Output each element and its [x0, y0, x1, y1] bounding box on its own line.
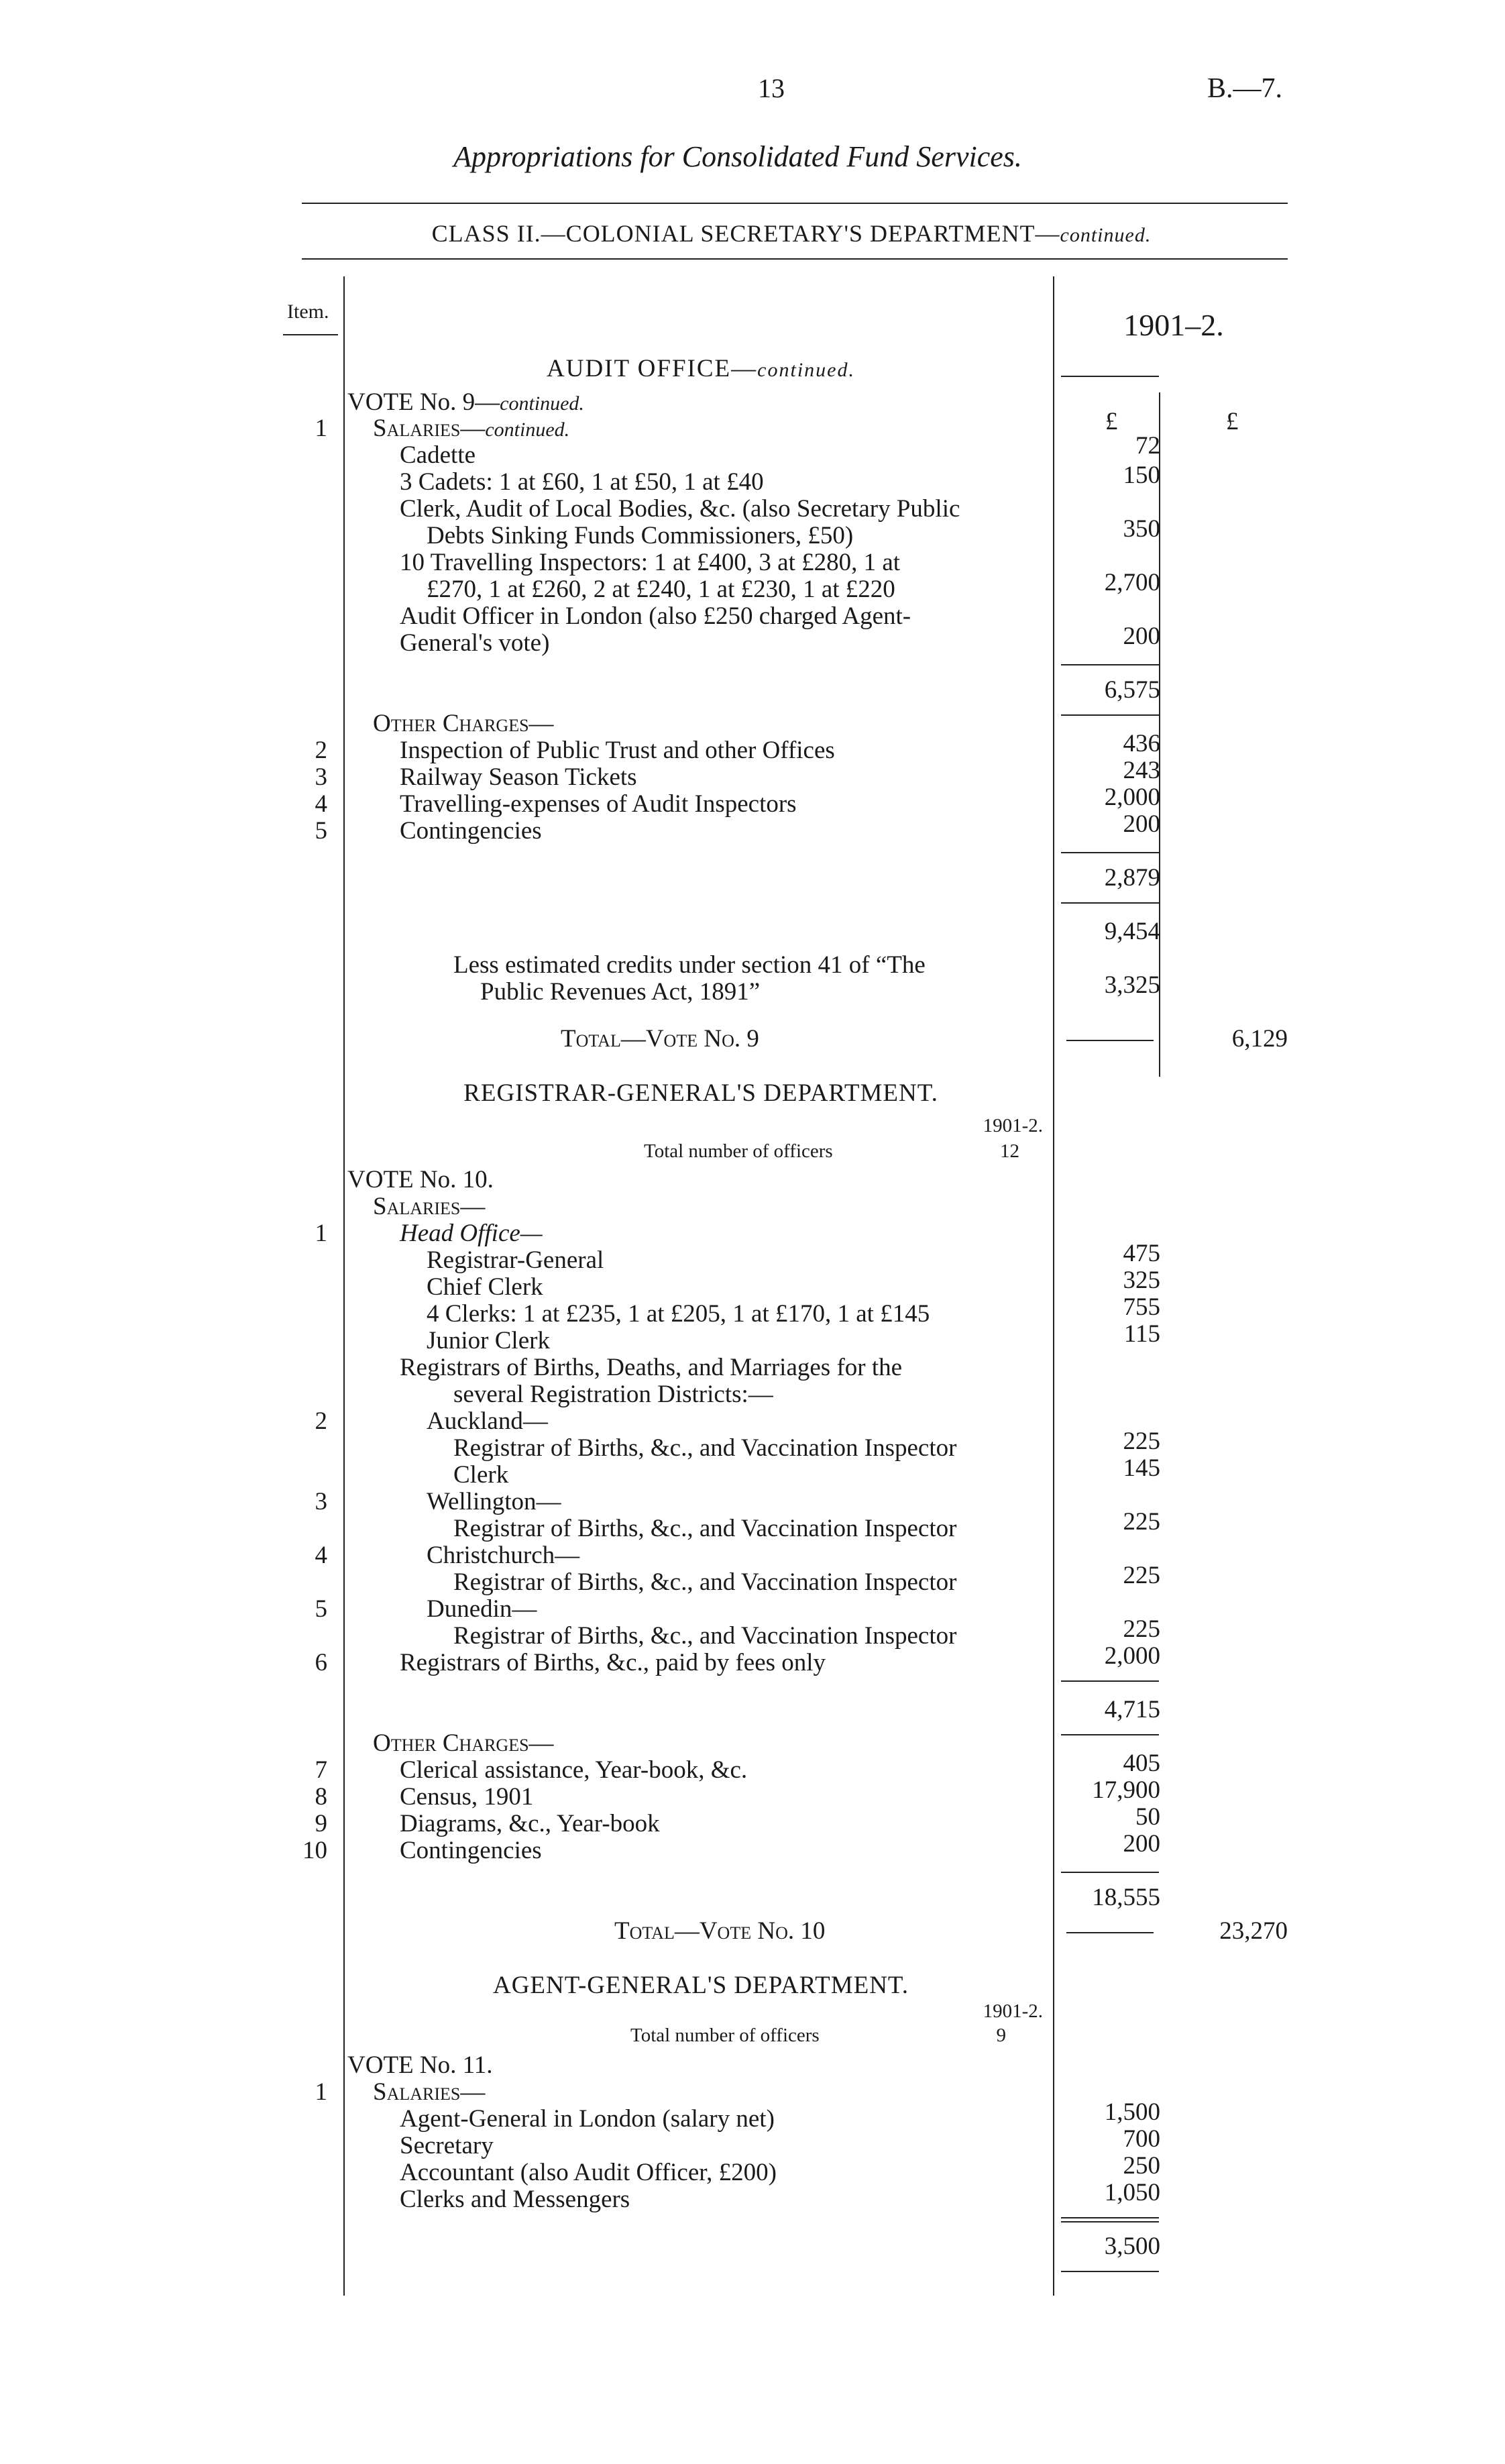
wellington-amount: 225	[1123, 1508, 1160, 1536]
item-column-header: Item.	[287, 301, 329, 323]
document-code: B.—7.	[1207, 73, 1283, 104]
audit-other-text: Contingencies	[400, 817, 542, 845]
audit-line-text: Audit Officer in London (also £250 charged Agent-	[400, 602, 911, 630]
audit-line-text: 10 Travelling Inspectors: 1 at £400, 3 at £280, 1 at	[400, 549, 901, 576]
audit-other-text: Inspection of Public Trust and other Offices	[400, 737, 835, 764]
registrar-general-heading: REGISTRAR-GENERAL'S DEPARTMENT.	[463, 1079, 938, 1107]
audit-gross-total: 9,454	[1104, 918, 1160, 945]
officers-year: 1901-2.	[983, 1115, 1043, 1136]
item-number: 9	[315, 1810, 327, 1837]
audit-line-amount: 150	[1123, 462, 1160, 489]
pound-sign-col1: £	[1105, 408, 1118, 435]
item-number: 2	[315, 1407, 327, 1435]
registrar-other-amount: 405	[1123, 1750, 1160, 1777]
audit-line-amount: 72	[1135, 432, 1160, 460]
officers-label: Total number of officers	[630, 2025, 820, 2046]
audit-line-amount: 2,700	[1104, 569, 1160, 596]
audit-line-text: Cadette	[400, 441, 476, 469]
officers-count: 12	[1000, 1140, 1019, 1162]
auckland-clerk-amount: 145	[1123, 1454, 1160, 1482]
year-column-header: 1901–2.	[1123, 308, 1224, 342]
class-heading: CLASS II.—COLONIAL SECRETARY'S DEPARTMENT—continued.	[431, 220, 1152, 247]
item-number: 10	[302, 1837, 327, 1864]
vote-9-label: VOTE No. 9—continued.	[347, 388, 584, 416]
head-office-line: Chief Clerk	[427, 1273, 543, 1301]
item-number: 4	[315, 790, 327, 818]
head-office-line: Registrar-General	[427, 1246, 604, 1274]
head-office-amount: 115	[1123, 1320, 1160, 1348]
item-number: 8	[315, 1783, 327, 1811]
audit-line-text-cont: £270, 1 at £260, 2 at £240, 1 at £230, 1 at £220	[427, 576, 895, 603]
audit-other-amount: 200	[1123, 810, 1160, 838]
dunedin-registrar: Registrar of Births, &c., and Vaccination Inspector	[453, 1622, 957, 1650]
audit-other-text: Travelling-expenses of Audit Inspectors	[400, 790, 797, 818]
agent-line-text: Secretary	[400, 2132, 494, 2159]
wellington-registrar: Registrar of Births, &c., and Vaccination Inspector	[453, 1515, 957, 1542]
item-number: 5	[315, 817, 327, 845]
agent-salaries-subtotal: 3,500	[1104, 2233, 1160, 2260]
item-number: 6	[315, 1649, 327, 1676]
audit-other-text: Railway Season Tickets	[400, 763, 637, 791]
salaries-heading: Salaries—continued.	[373, 415, 570, 442]
head-office-line: Junior Clerk	[427, 1327, 550, 1354]
christchurch-amount: 225	[1123, 1562, 1160, 1589]
registrar-other-amount: 200	[1123, 1830, 1160, 1858]
auckland-registrar: Registrar of Births, &c., and Vaccination Inspector	[453, 1434, 957, 1462]
christchurch-registrar: Registrar of Births, &c., and Vaccination Inspector	[453, 1568, 957, 1596]
agent-line-amount: 1,050	[1104, 2179, 1160, 2206]
registrars-line: Registrars of Births, Deaths, and Marriages for the	[400, 1354, 903, 1381]
item-number: 1	[315, 2078, 327, 2106]
head-office-amount: 325	[1123, 1267, 1160, 1294]
less-credits-line-cont: Public Revenues Act, 1891”	[480, 978, 761, 1006]
fees-line: Registrars of Births, &c., paid by fees only	[400, 1649, 826, 1676]
audit-line-text-cont: General's vote)	[400, 629, 550, 657]
audit-line-amount: 200	[1123, 623, 1160, 650]
auckland-registrar-amount: 225	[1123, 1428, 1160, 1455]
vote-10-total-amount: 23,270	[1219, 1917, 1288, 1945]
audit-office-heading: AUDIT OFFICE—continued.	[547, 355, 855, 382]
agent-general-heading: AGENT-GENERAL'S DEPARTMENT.	[492, 1972, 909, 1999]
item-number: 3	[315, 763, 327, 791]
officers-label: Total number of officers	[644, 1140, 833, 1162]
wellington-heading: Wellington—	[427, 1488, 561, 1515]
audit-salaries-subtotal: 6,575	[1104, 676, 1160, 704]
dunedin-heading: Dunedin—	[427, 1595, 537, 1623]
registrar-other-subtotal: 18,555	[1092, 1884, 1160, 1911]
head-office-amount: 755	[1123, 1293, 1160, 1321]
item-number: 2	[315, 737, 327, 764]
pound-sign-col2: £	[1226, 408, 1239, 435]
audit-line-text-cont: Debts Sinking Funds Commissioners, £50)	[427, 522, 854, 549]
registrar-other-text: Diagrams, &c., Year-book	[400, 1810, 660, 1837]
item-number: 5	[315, 1595, 327, 1623]
item-number: 7	[315, 1756, 327, 1784]
agent-line-text: Agent-General in London (salary net)	[400, 2105, 775, 2133]
officers-count: 9	[996, 2025, 1006, 2046]
agent-line-amount: 250	[1123, 2152, 1160, 2180]
page-title: Appropriations for Consolidated Fund Services.	[453, 140, 1022, 173]
agent-line-amount: 700	[1123, 2125, 1160, 2153]
head-office-line: 4 Clerks: 1 at £235, 1 at £205, 1 at £170, 1 at £145	[427, 1300, 930, 1328]
registrar-other-text: Contingencies	[400, 1837, 542, 1864]
item-number: 3	[315, 1488, 327, 1515]
less-credits-amount: 3,325	[1104, 971, 1160, 999]
christchurch-heading: Christchurch—	[427, 1542, 580, 1569]
vote-9-total-amount: 6,129	[1231, 1025, 1288, 1053]
head-office-heading: Head Office—	[400, 1220, 543, 1247]
salaries-heading: Salaries—	[373, 2078, 486, 2106]
audit-line-amount: 350	[1123, 515, 1160, 543]
auckland-clerk: Clerk	[453, 1461, 509, 1489]
registrars-line-cont: several Registration Districts:—	[453, 1381, 773, 1408]
vote-9-total-label: Total—Vote No. 9	[561, 1025, 759, 1053]
auckland-heading: Auckland—	[427, 1407, 548, 1435]
registrar-other-text: Census, 1901	[400, 1783, 534, 1811]
page-number: 13	[758, 73, 785, 103]
audit-other-subtotal: 2,879	[1104, 864, 1160, 892]
audit-other-amount: 243	[1123, 757, 1160, 784]
agent-line-amount: 1,500	[1104, 2098, 1160, 2126]
audit-other-amount: 2,000	[1104, 784, 1160, 811]
agent-line-text: Accountant (also Audit Officer, £200)	[400, 2159, 777, 2186]
registrar-other-text: Clerical assistance, Year-book, &c.	[400, 1756, 748, 1784]
officers-year: 1901-2.	[983, 2000, 1043, 2022]
registrar-salaries-subtotal: 4,715	[1104, 1696, 1160, 1723]
fees-amount: 2,000	[1104, 1642, 1160, 1670]
registrar-other-amount: 50	[1135, 1803, 1160, 1831]
dunedin-amount: 225	[1123, 1615, 1160, 1643]
vote-11-label: VOTE No. 11.	[347, 2051, 493, 2079]
other-charges-heading: Other Charges—	[373, 1729, 554, 1757]
vote-10-label: VOTE No. 10.	[347, 1166, 494, 1193]
item-number: 1	[315, 415, 327, 442]
less-credits-line: Less estimated credits under section 41 of “The	[453, 951, 926, 979]
audit-other-amount: 436	[1123, 730, 1160, 757]
audit-line-text: Clerk, Audit of Local Bodies, &c. (also Secretary Public	[400, 495, 960, 523]
salaries-heading: Salaries—	[373, 1193, 486, 1220]
vote-10-total-label: Total—Vote No. 10	[614, 1917, 826, 1945]
item-number: 1	[315, 1220, 327, 1247]
item-number: 4	[315, 1542, 327, 1569]
audit-line-text: 3 Cadets: 1 at £60, 1 at £50, 1 at £40	[400, 468, 764, 496]
agent-line-text: Clerks and Messengers	[400, 2186, 630, 2213]
registrar-other-amount: 17,900	[1092, 1776, 1160, 1804]
other-charges-heading: Other Charges—	[373, 710, 554, 737]
head-office-amount: 475	[1123, 1240, 1160, 1267]
